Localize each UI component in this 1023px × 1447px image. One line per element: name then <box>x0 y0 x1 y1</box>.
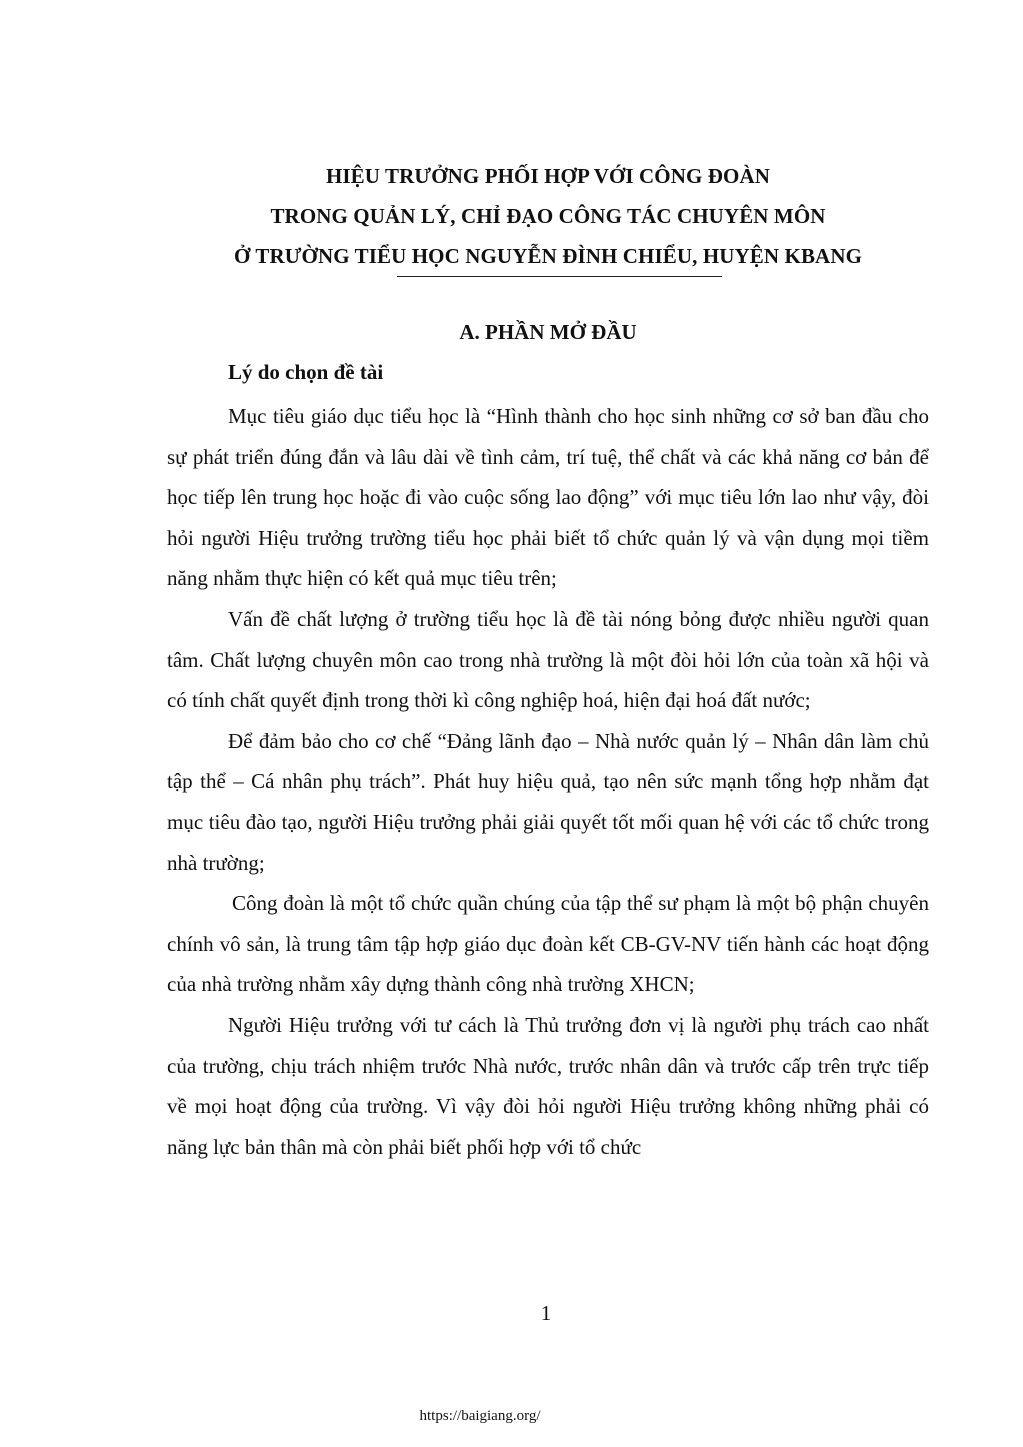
title-underline-divider <box>397 276 722 277</box>
sub-heading: Lý do chọn đề tài <box>228 360 384 384</box>
footer-url: https://baigiang.org/ <box>419 1408 541 1424</box>
document-title <box>140 156 956 276</box>
title-line-1: HIỆU TRƯỞNG PHỐI HỢP VỚI CÔNG ĐOÀN <box>325 164 771 188</box>
paragraph: Để đảm bảo cho cơ chế “Đảng lãnh đạo – Nhà nước quản lý – Nhân dân làm chủ tập thể – Cá nhân phụ trách”. Phát huy hiệu quả, tạo nên sức mạnh tổng hợp nhằm đạt mục tiêu đào tạo, người Hiệu trưởng phải giải quyết tốt mối quan hệ với các tổ chức trong nhà trường; <box>167 728 929 875</box>
body-text <box>167 396 929 1167</box>
section-heading: A. PHẦN MỞ ĐẦU <box>459 320 637 344</box>
paragraph: Mục tiêu giáo dục tiểu học là “Hình thành cho học sinh những cơ sở ban đầu cho sự phát triển đúng đắn và lâu dài về tình cảm, trí tuệ, thể chất và các khả năng cơ bản để học tiếp lên trung học hoặc đi vào cuộc sống lao động” với mục tiêu lớn lao như vậy, đòi hỏi người Hiệu trưởng trường tiểu học phải biết tổ chức quản lý và vận dụng mọi tiềm năng nhằm thực hiện có kết quả mục tiêu trên; <box>167 404 929 591</box>
paragraph: Vấn đề chất lượng ở trường tiểu học là đề tài nóng bỏng được nhiều người quan tâm. Chất lượng chuyên môn cao trong nhà trường là một đòi hỏi lớn của toàn xã hội và có tính chất quyết định trong thời kì công nghiệp hoá, hiện đại hoá đất nước; <box>167 606 929 713</box>
title-line-2: TRONG QUẢN LÝ, CHỈ ĐẠO CÔNG TÁC CHUYÊN MÔN <box>270 204 826 228</box>
title-line-3: Ở TRƯỜNG TIỂU HỌC NGUYỄN ĐÌNH CHIỂU, HUYỆN KBANG <box>233 244 863 268</box>
paragraph: Công đoàn là một tổ chức quần chúng của tập thể sư phạm là một bộ phận chuyên chính vô sản, là trung tâm tập hợp giáo dục đoàn kết CB-GV-NV tiến hành các hoạt động của nhà trường nhằm xây dựng thành công nhà trường XHCN; <box>167 891 929 997</box>
paragraph: Người Hiệu trưởng với tư cách là Thủ trưởng đơn vị là người phụ trách cao nhất của trường, chịu trách nhiệm trước Nhà nước, trước nhân dân và trước cấp trên trực tiếp về mọi hoạt động của trường. Vì vậy đòi hỏi người Hiệu trưởng không những phải có năng lực bản thân mà còn phải biết phối hợp với tổ chức <box>167 1012 929 1159</box>
page-number: 1 <box>540 1301 552 1325</box>
